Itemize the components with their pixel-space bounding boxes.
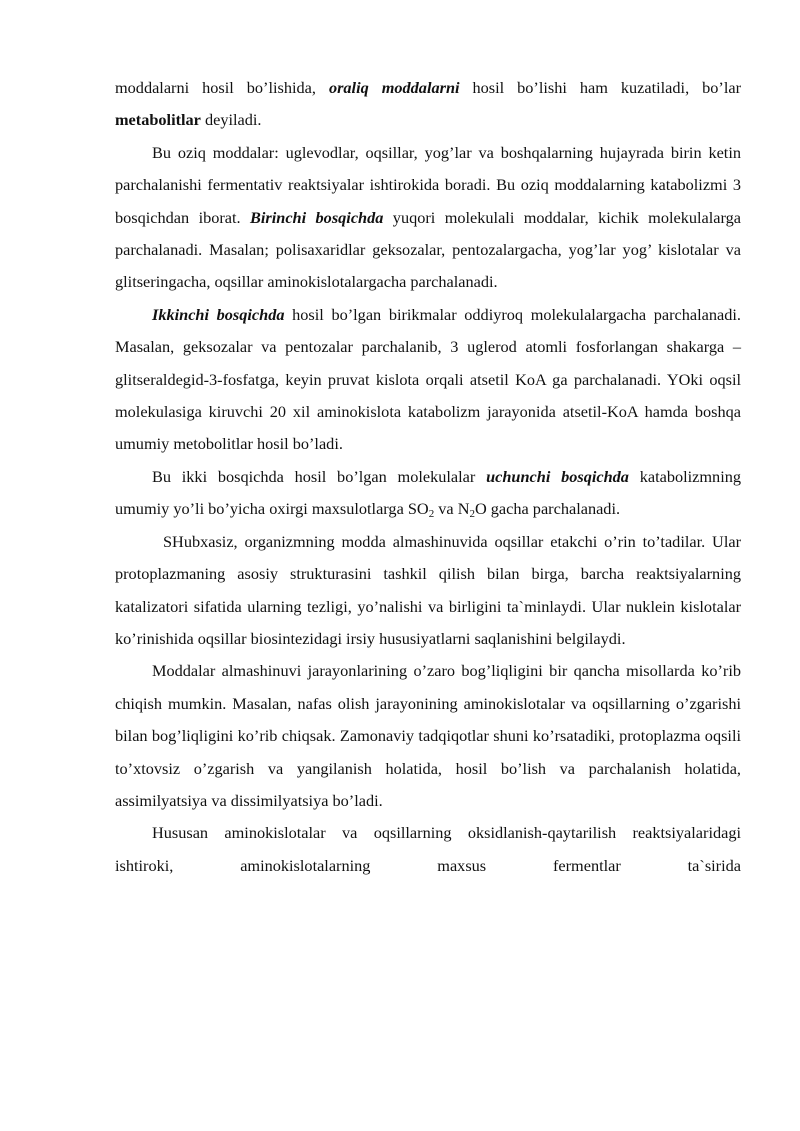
emphasis-oraliq-moddalarni: oraliq moddalarni: [328, 78, 460, 97]
subscript: 2: [469, 508, 475, 521]
paragraph-1: [115, 72, 741, 137]
text-run: hosil bo’lishi ham kuzatiladi, bo’lar: [459, 78, 741, 97]
text-run: Bu oziq moddalar: uglevodlar, oqsillar, yog’lar va boshqalarning hujayrada birin ketin parchalanishi fermentativ reaktsiyalar ishtirokida boradi. Bu oziq moddalarning katabolizmi 3 bosqichdan iborat.: [115, 142, 741, 227]
paragraph-4: [115, 461, 741, 526]
text-run: Hususan aminokislotalar va oqsillarning oksidlanish-qaytarilish reaktsiyalaridagi ishtiroki, aminokislotalarning maxsus fermentlar ta`sirida: [115, 823, 741, 875]
text-run: katabolizmning umumiy yo’li bo’yicha oxirgi maxsulotlarga SO: [115, 466, 741, 519]
text-run: yuqori molekulali moddalar, kichik molekulalarga parchalanadi. Masalan; polisaxaridlar geksozalar, pentozalargacha, yog’lar yog’ kislotalar va glitseringacha, oqsillar aminokislotalargacha parchalanadi.: [115, 207, 741, 292]
paragraph-7: [115, 817, 741, 882]
text-run: SHubxasiz, organizmning modda almashinuvida oqsillar etakchi o’rin to’tadilar. Ular protoplazmaning asosiy strukturasini tashkil qilish bilan birga, barcha reaktsiyalarning katalizatori sifatida ularning tezligi, yo’nalishi va birligini ta`minlaydi. Ular nuklein kislotalar ko’rinishida oqsillar biosintezidagi irsiy hususiyatlarni saqlanishini belgilaydi.: [115, 531, 741, 648]
emphasis-uchunchi-bosqichda: uchunchi bosqichda: [486, 466, 629, 486]
paragraph-2: [115, 137, 741, 299]
text-run: hosil bo’lgan birikmalar oddiyroq molekulalargacha parchalanadi. Masalan, geksozalar va pentozalar parchalanib, 3 uglerod atomli fosforlangan shakarga – glitseraldegid-3-fosfatga, keyin pruvat kislota orqali atsetil KoA ga parchalanadi. YOki oqsil molekulasiga kiruvchi 20 xil aminokislota katabolizm jarayonida atsetil-KoA hamda boshqa umumiy metobolitlar hosil bo’ladi.: [115, 304, 742, 454]
emphasis-metabolitlar: metabolitlar: [115, 110, 201, 130]
paragraph-6: [115, 655, 741, 817]
paragraph-3: [115, 299, 741, 461]
subscript: 2: [428, 508, 435, 521]
text-run: deyiladi.: [200, 110, 262, 130]
text-run: Bu ikki bosqichda hosil bo’lgan molekulalar: [152, 466, 487, 486]
paragraph-5: [115, 526, 741, 656]
emphasis-ikkinchi-bosqichda: Ikkinchi bosqichda: [152, 304, 285, 324]
text-run: O gacha parchalanadi.: [474, 499, 621, 519]
text-run: moddalarni hosil bo’lishida,: [115, 78, 329, 97]
text-run: va N: [434, 499, 470, 519]
emphasis-birinchi-bosqichda: Birinchi bosqichda: [250, 207, 384, 227]
text-run: Moddalar almashinuvi jarayonlarining o’zaro bog’liqligini bir qancha misollarda ko’rib chiqish mumkin. Masalan, nafas olish jarayonining aminokislotalar va oqsillarning o’zgarishi bilan bog’liqligini ko’rib chiqsak. Zamonaviy tadqiqotlar shuni ko’rsatadiki, protoplazma oqsili to’xtovsiz o’zgarish va yangilanish holatida, hosil bo’lish va parchalanish holatida, assimilyatsiya va dissimilyatsiya bo’ladi.: [115, 661, 741, 810]
document-page: [115, 72, 741, 882]
